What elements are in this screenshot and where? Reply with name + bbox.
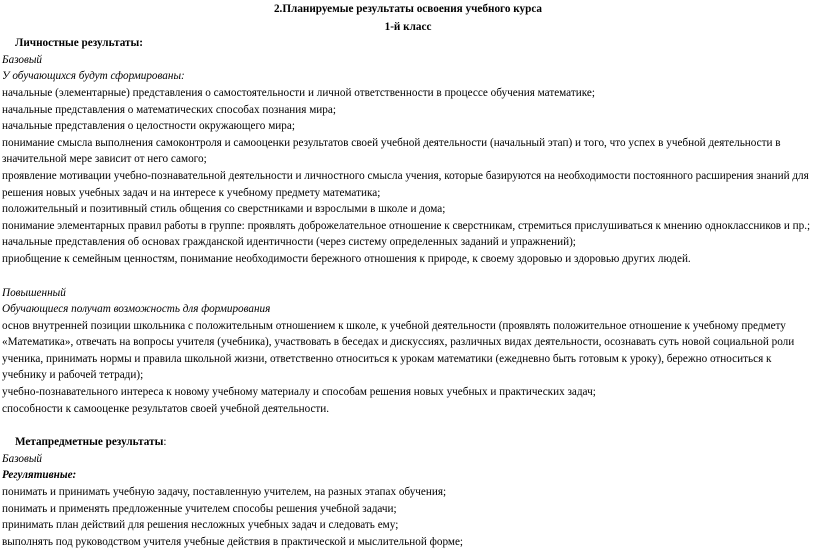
- meta-level: Базовый: [2, 452, 43, 465]
- spacer: [2, 268, 814, 285]
- personal-basic-item: проявление мотивации учебно-познавательной деятельности и личностного смысла учения, которые базируются на необходимости постоянного расширения знаний для решения новых учебных задач и на интересе к учебному предмету математика;: [2, 169, 809, 199]
- meta-heading-text: Метапредметные результаты: [15, 436, 164, 449]
- meta-item: принимать план действий для решения несложных учебных задач и следовать ему;: [2, 519, 399, 532]
- personal-advanced-intro: Обучающиеся получат возможность для формирования: [2, 303, 271, 316]
- personal-basic-intro: У обучающихся будут сформированы:: [2, 70, 185, 83]
- personal-advanced-level: Повышенный: [2, 286, 66, 299]
- personal-basic-item: понимание элементарных правил работы в группе: проявлять доброжелательное отношение к сверстникам, стремиться прислушиваться к мнению одноклассников и пр.;: [2, 219, 811, 232]
- personal-basic-item: приобщение к семейным ценностям, понимание необходимости бережного отношения к природе, к своему здоровью и здоровью других людей.: [2, 252, 691, 265]
- personal-basic-item: начальные представления о целостности окружающего мира;: [2, 120, 295, 133]
- meta-regulatory-heading: Регулятивные:: [2, 469, 77, 482]
- meta-item: понимать и принимать учебную задачу, поставленную учителем, на разных этапах обучения;: [2, 486, 447, 499]
- section-title: 2.Планируемые результаты освоения учебного курса: [273, 3, 543, 15]
- personal-basic-item: начальные (элементарные) представления о самостоятельности и личной ответственности в процессе обучения математике;: [2, 86, 595, 99]
- meta-item: понимать и применять предложенные учителем способы решения учебной задачи;: [2, 502, 397, 515]
- personal-advanced-item: основ внутренней позиции школьника с положительным отношением к школе, к учебной деятельности (проявлять положительное отношение к учебному предмету «Математика», отвечать на вопросы учителя (учебника), участвовать в беседах и дискуссиях, различных видах деятельности, осознавать суть новой социальной роли ученика, принимать нормы и правила школьной жизни, ответственно относиться к урокам математики (ежедневно быть готовым к уроку), бережно относиться к учебнику и рабочей тетради);: [2, 319, 795, 382]
- personal-advanced-item: учебно-познавательного интереса к новому учебному материалу и способам решения новых учебных и практических задач;: [2, 386, 596, 399]
- spacer: [2, 417, 814, 434]
- personal-basic-level: Базовый: [2, 53, 43, 66]
- personal-basic-item: начальные представления о математических способах познания мира;: [2, 103, 336, 116]
- meta-heading-suffix: :: [163, 436, 167, 449]
- personal-advanced-item: способности к самооценке результатов своей учебной деятельности.: [2, 402, 330, 415]
- personal-basic-item: положительный и позитивный стиль общения со сверстниками и взрослыми в школе и дома;: [2, 203, 446, 216]
- personal-results-heading: Личностные результаты:: [15, 37, 143, 50]
- grade-label: 1-й класс: [384, 20, 432, 33]
- personal-basic-item: понимание смысла выполнения самоконтроля и самооценки результатов своей учебной деятельности (начальный этап) и того, что успех в учебной деятельности в значительной мере зависит от него самого;: [2, 136, 781, 166]
- meta-item: выполнять под руководством учителя учебные действия в практической и мыслительной форме;: [2, 535, 464, 548]
- meta-results-heading: [2, 434, 814, 451]
- personal-basic-item: начальные представления об основах гражданской идентичности (через систему определенных заданий и упражнений);: [2, 236, 576, 249]
